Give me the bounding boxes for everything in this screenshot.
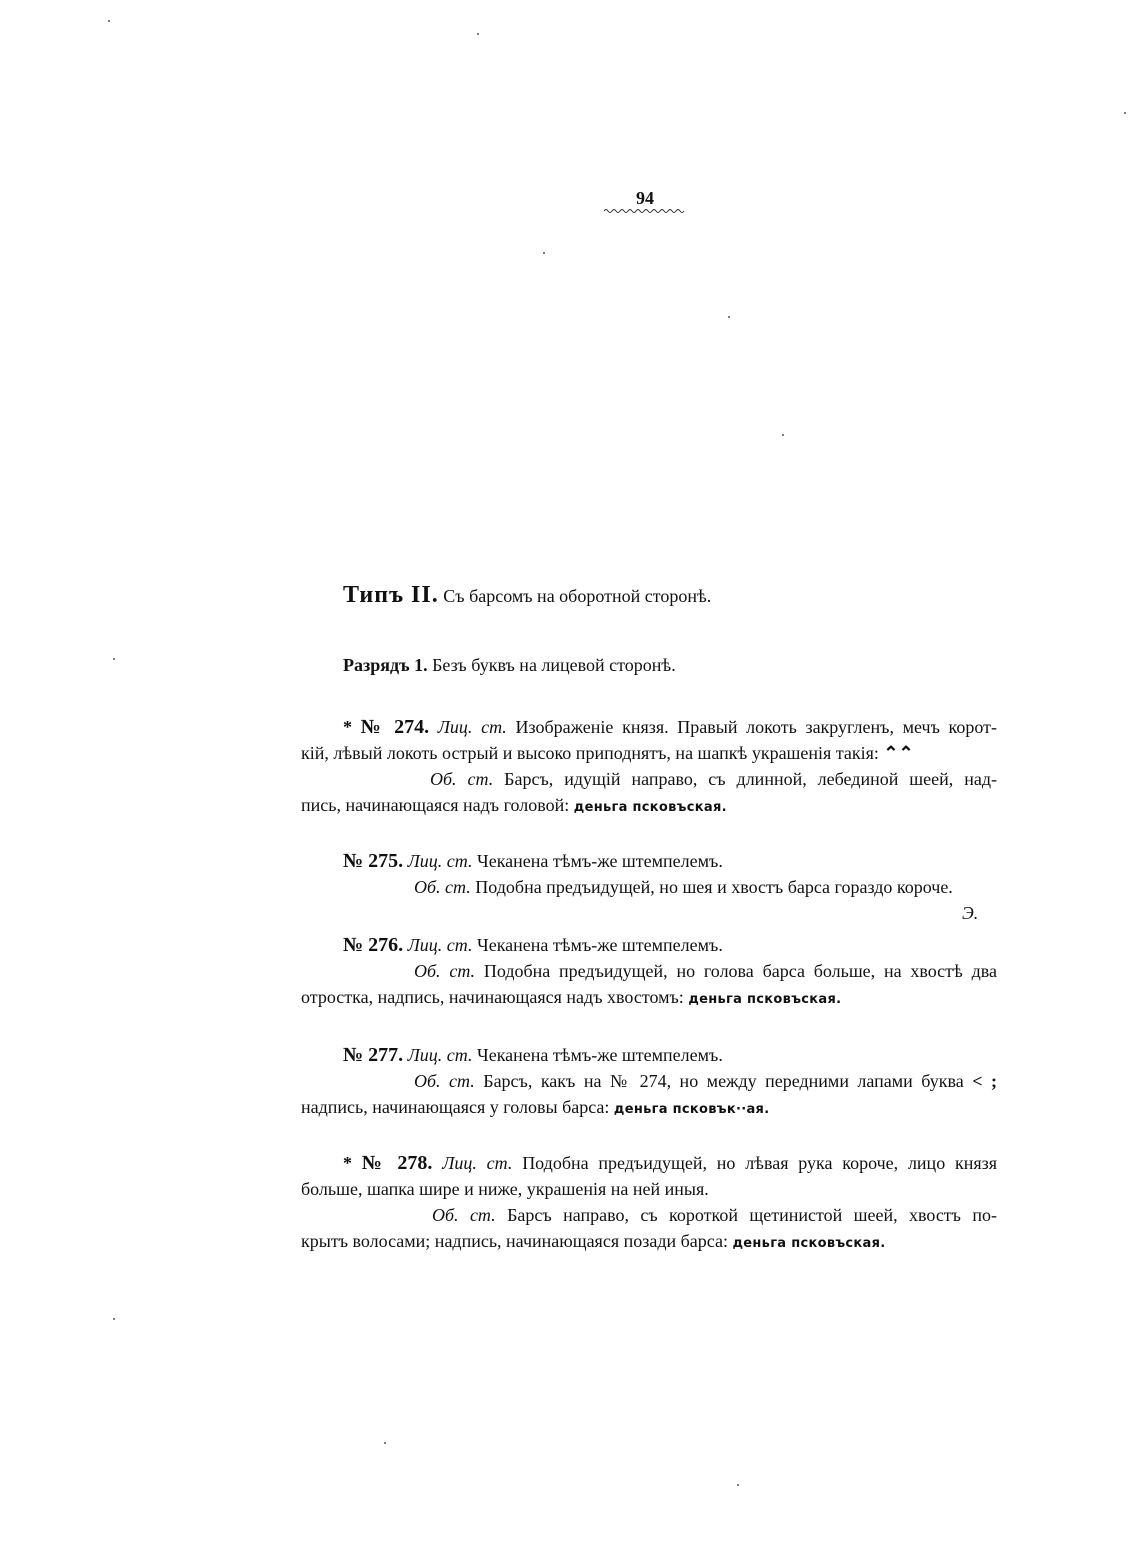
entry-278-reverse-line1 bbox=[432, 1202, 997, 1228]
scan-speck bbox=[1124, 112, 1126, 114]
obverse-text: кій, лѣвый локоть острый и высоко приподнятъ, на шапкѣ украшенія такія: bbox=[301, 743, 879, 763]
crown-ornament-icon: ⌃⌃ bbox=[883, 743, 914, 763]
reverse-label: Об. ст. bbox=[414, 877, 471, 897]
scan-speck bbox=[737, 1484, 739, 1486]
page-number: 94 bbox=[636, 188, 654, 208]
entry-278-reverse-line2 bbox=[301, 1228, 886, 1257]
reverse-label: Об. ст. bbox=[430, 769, 494, 789]
obverse-label: Лиц. ст. bbox=[437, 717, 507, 737]
entry-277-reverse-line1 bbox=[414, 1068, 997, 1094]
entry-277-obverse bbox=[343, 1042, 723, 1068]
obverse-text: Чеканена тѣмъ-же штемпелемъ. bbox=[477, 935, 723, 955]
coin-inscription: деньга псковъская. bbox=[573, 800, 727, 815]
scan-speck bbox=[728, 316, 730, 318]
reverse-text: Барсъ, идущій направо, съ длинной, лебединой шеей, над- bbox=[504, 769, 998, 789]
entry-number: № 276. bbox=[343, 934, 404, 956]
reverse-text: Подобна предъидущей, но шея и хвостъ барса гораздо короче. bbox=[475, 877, 953, 897]
reverse-text: пись, начинающаяся надъ головой: bbox=[301, 795, 570, 815]
reverse-label: Об. ст. bbox=[414, 1071, 475, 1091]
entry-275-obverse bbox=[343, 848, 723, 874]
coin-letter: < ; bbox=[972, 1071, 997, 1091]
scan-speck bbox=[543, 252, 545, 254]
scan-speck bbox=[477, 33, 479, 35]
obverse-text: Чеканена тѣмъ-же штемпелемъ. bbox=[477, 851, 723, 871]
entry-278-obverse-line2 bbox=[301, 1176, 709, 1202]
entry-275-reverse bbox=[414, 874, 953, 900]
obverse-label: Лиц. ст. bbox=[407, 1045, 473, 1065]
coin-inscription: деньга псковък··ая. bbox=[613, 1102, 770, 1117]
collection-mark: Э. bbox=[962, 903, 979, 923]
obverse-label: Лиц. ст. bbox=[407, 935, 473, 955]
scan-speck bbox=[782, 434, 784, 436]
entry-278-obverse-line1 bbox=[343, 1150, 997, 1176]
obverse-text: больше, шапка шире и ниже, украшенія на ней иныя. bbox=[301, 1179, 709, 1199]
scan-speck bbox=[113, 1318, 115, 1320]
reverse-text: отростка, надпись, начинающаяся надъ хвостомъ: bbox=[301, 987, 684, 1007]
type-heading-text: Съ барсомъ на оборотной сторонѣ. bbox=[443, 586, 712, 606]
page-number-ornament-rule bbox=[604, 208, 686, 214]
category-heading-label: Разрядъ 1. bbox=[343, 655, 428, 675]
entry-276-reverse-line1 bbox=[414, 958, 997, 984]
obverse-label: Лиц. ст. bbox=[442, 1153, 513, 1173]
entry-276-reverse-line2 bbox=[301, 984, 841, 1013]
entry-number: № 277. bbox=[343, 1044, 404, 1066]
reverse-label: Об. ст. bbox=[414, 961, 476, 981]
category-heading-text: Безъ буквъ на лицевой сторонѣ. bbox=[432, 655, 676, 675]
reverse-text: крытъ волосами; надпись, начинающаяся позади барса: bbox=[301, 1231, 728, 1251]
reverse-text: Барсъ, какъ на № 274, но между передними лапами буква bbox=[483, 1071, 964, 1091]
entry-number: № 274. bbox=[360, 716, 430, 738]
entry-number: № 278. bbox=[361, 1152, 433, 1174]
entry-274-obverse-line2 bbox=[301, 740, 914, 766]
reverse-text: надпись, начинающаяся у головы барса: bbox=[301, 1097, 610, 1117]
scan-speck bbox=[384, 1442, 386, 1444]
type-heading bbox=[343, 582, 711, 609]
entry-274-reverse-line1 bbox=[430, 766, 997, 792]
obverse-text: Чеканена тѣмъ-же штемпелемъ. bbox=[477, 1045, 723, 1065]
coin-inscription: деньга псковъская. bbox=[688, 992, 842, 1007]
obverse-label: Лиц. ст. bbox=[407, 851, 473, 871]
entry-274-obverse-line1 bbox=[343, 714, 997, 740]
reverse-label: Об. ст. bbox=[432, 1205, 496, 1225]
star-mark: * bbox=[343, 717, 352, 737]
type-heading-label: Типъ II. bbox=[343, 582, 439, 608]
entry-number: № 275. bbox=[343, 850, 404, 872]
reverse-text: Подобна предъидущей, но голова барса больше, на хвостѣ два bbox=[483, 961, 998, 981]
obverse-text: Подобна предъидущей, но лѣвая рука короче, лицо князя bbox=[522, 1153, 998, 1173]
scan-speck bbox=[108, 20, 110, 22]
entry-277-reverse-line2 bbox=[301, 1094, 769, 1123]
category-heading bbox=[343, 652, 676, 678]
entry-276-obverse bbox=[343, 932, 723, 958]
star-mark: * bbox=[343, 1153, 352, 1173]
entry-274-reverse-line2 bbox=[301, 792, 727, 821]
reverse-text: Барсъ направо, съ короткой щетинистой шеей, хвостъ по- bbox=[507, 1205, 997, 1225]
obverse-text: Изображеніе князя. Правый локоть закругленъ, мечъ корот- bbox=[515, 717, 997, 737]
coin-inscription: деньга псковъская. bbox=[732, 1236, 886, 1251]
scan-speck bbox=[113, 658, 115, 660]
